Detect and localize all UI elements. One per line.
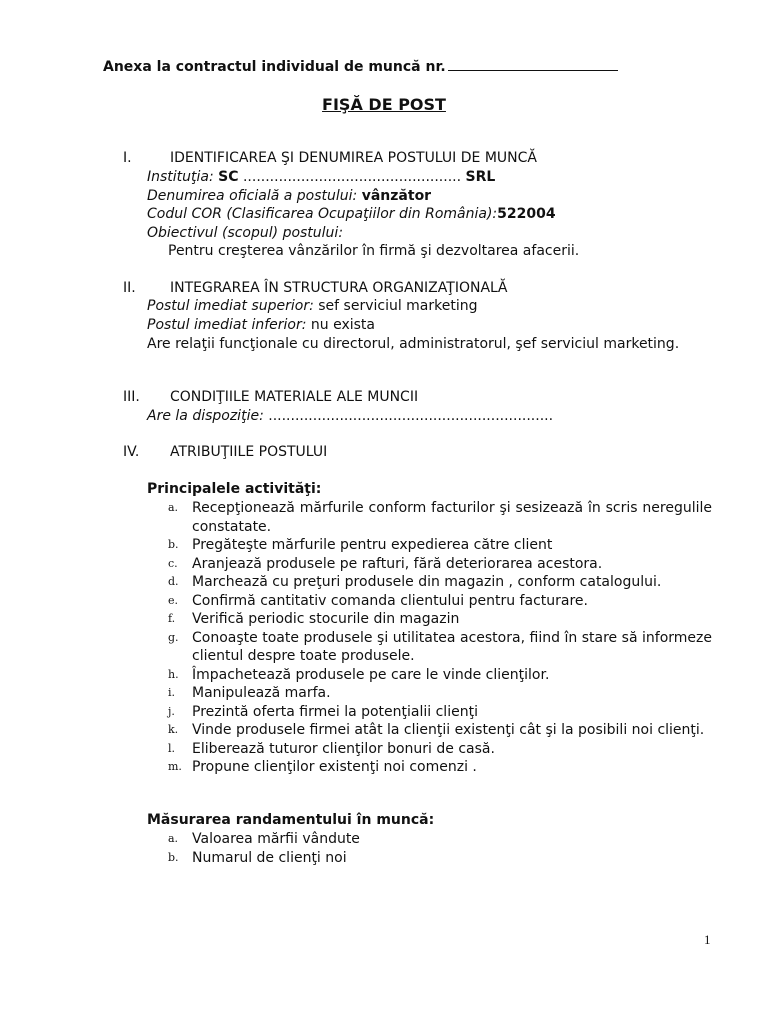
section-4-title: ATRIBUŢIILE POSTULUI <box>170 444 328 460</box>
list-letter: e. <box>168 593 179 607</box>
objective-value: Pentru creşterea vânzărilor în firmă şi dezvoltarea afacerii. <box>168 243 580 259</box>
list-text: Conoaşte toate produsele şi utilitatea acestora, fiind în stare să informeze clientul despre toate produsele. <box>192 629 712 664</box>
inferior-label: Postul imediat inferior: <box>147 317 307 333</box>
section-4-number: IV. <box>123 444 140 460</box>
list-text: Numarul de clienţi noi <box>192 849 347 866</box>
list-item <box>147 629 712 666</box>
annex-text: Anexa la contractul individual de muncă nr. <box>103 59 446 75</box>
page-number: 1 <box>704 932 711 947</box>
section-2-number: II. <box>123 280 136 296</box>
equipment-dots: ................................................................ <box>268 408 554 424</box>
list-letter: k. <box>168 723 179 736</box>
list-text: Împachetează produsele pe care le vinde clienţilor. <box>192 666 550 683</box>
page-title: FIŞĂ DE POST <box>322 95 446 114</box>
list-letter: h. <box>168 667 179 681</box>
performance-title: Măsurarea randamentului în muncă: <box>147 812 435 828</box>
section-2-title: INTEGRAREA ÎN STRUCTURA ORGANIZAŢIONALĂ <box>170 280 508 296</box>
list-letter: d. <box>168 575 179 588</box>
list-item <box>147 849 712 868</box>
inferior-line <box>147 317 375 333</box>
list-text: Aranjează produsele pe rafturi, fără deteriorarea acestora. <box>192 555 603 572</box>
equipment-line <box>147 408 553 424</box>
list-item <box>147 703 712 722</box>
cor-code-line <box>147 206 556 222</box>
section-1-title: IDENTIFICAREA ŞI DENUMIREA POSTULUI DE MUNCĂ <box>170 150 537 166</box>
list-letter: l. <box>168 741 176 755</box>
list-item <box>147 499 712 536</box>
list-item <box>147 536 712 555</box>
list-letter: g. <box>168 630 179 644</box>
list-item <box>147 573 712 592</box>
section-3-number: III. <box>123 389 140 405</box>
activities-list <box>147 499 712 777</box>
job-title-label: Denumirea oficială a postului: <box>147 188 358 204</box>
objective-label-line <box>147 225 343 241</box>
list-text: Marchează cu preţuri produsele din magazin , conform catalogului. <box>192 574 662 590</box>
list-text: Vinde produsele firmei atât la clienţii existenţi cât şi la posibili noi clienţi. <box>192 722 705 738</box>
institution-prefix: SC <box>218 169 239 185</box>
section-1-heading <box>123 150 537 166</box>
list-item <box>147 721 712 740</box>
job-title-value: vânzător <box>361 188 432 204</box>
list-letter: i. <box>168 686 176 699</box>
list-item <box>147 666 712 685</box>
institution-suffix: SRL <box>465 169 496 185</box>
inferior-value: nu exista <box>310 317 375 333</box>
list-text: Verifică periodic stocurile din magazin <box>192 611 460 627</box>
section-2-heading <box>123 280 507 296</box>
list-item <box>147 592 712 611</box>
annex-number-blank <box>448 58 618 71</box>
list-text: Propune clienţilor existenţi noi comenzi . <box>192 759 477 775</box>
cor-code-value: 522004 <box>497 206 556 222</box>
list-text: Recepţionează mărfurile conform facturilor şi sesizează în scris neregulile constatate. <box>192 500 712 535</box>
relations-text: Are relaţii funcţionale cu directorul, administratorul, şef serviciul marketing. <box>147 336 680 352</box>
objective-label: Obiectivul (scopul) postului: <box>147 225 344 241</box>
equipment-label: Are la dispoziţie: <box>147 408 264 424</box>
section-3-title: CONDIŢIILE MATERIALE ALE MUNCII <box>170 389 419 405</box>
list-text: Pregăteşte mărfurile pentru expedierea către client <box>192 537 553 553</box>
list-text: Confirmă cantitativ comanda clientului pentru facturare. <box>192 592 588 609</box>
list-letter: b. <box>168 850 179 864</box>
institution-dots: ................................................. <box>242 169 462 185</box>
list-item <box>147 758 712 777</box>
institution-label: Instituţia: <box>147 169 214 185</box>
institution-line <box>147 169 495 185</box>
list-letter: a. <box>168 501 179 514</box>
list-item <box>147 684 712 703</box>
list-text: Valoarea mărfii vândute <box>192 831 360 847</box>
list-text: Manipulează marfa. <box>192 685 331 701</box>
superior-value: sef serviciul marketing <box>318 298 478 314</box>
list-item <box>147 555 712 574</box>
list-letter: c. <box>168 556 178 570</box>
annex-line <box>103 58 618 75</box>
list-letter: j. <box>168 704 175 718</box>
section-1-number: I. <box>123 150 132 166</box>
superior-line <box>147 298 478 314</box>
cor-code-label: Codul COR (Clasificarea Ocupaţiilor din România): <box>147 206 498 222</box>
job-title-line <box>147 188 431 204</box>
section-4-heading <box>123 444 327 460</box>
superior-label: Postul imediat superior: <box>147 298 314 314</box>
activities-title: Principalele activităţi: <box>147 481 322 497</box>
performance-list <box>147 830 712 867</box>
list-text: Prezintă oferta firmei la potenţialii clienţi <box>192 703 478 720</box>
list-item <box>147 830 712 849</box>
list-text: Eliberează tuturor clienţilor bonuri de casă. <box>192 740 495 757</box>
list-letter: f. <box>168 612 176 625</box>
section-3-heading <box>123 389 418 405</box>
list-letter: m. <box>168 760 182 773</box>
list-item <box>147 740 712 759</box>
list-item <box>147 610 712 629</box>
list-letter: b. <box>168 538 179 551</box>
list-letter: a. <box>168 832 179 845</box>
